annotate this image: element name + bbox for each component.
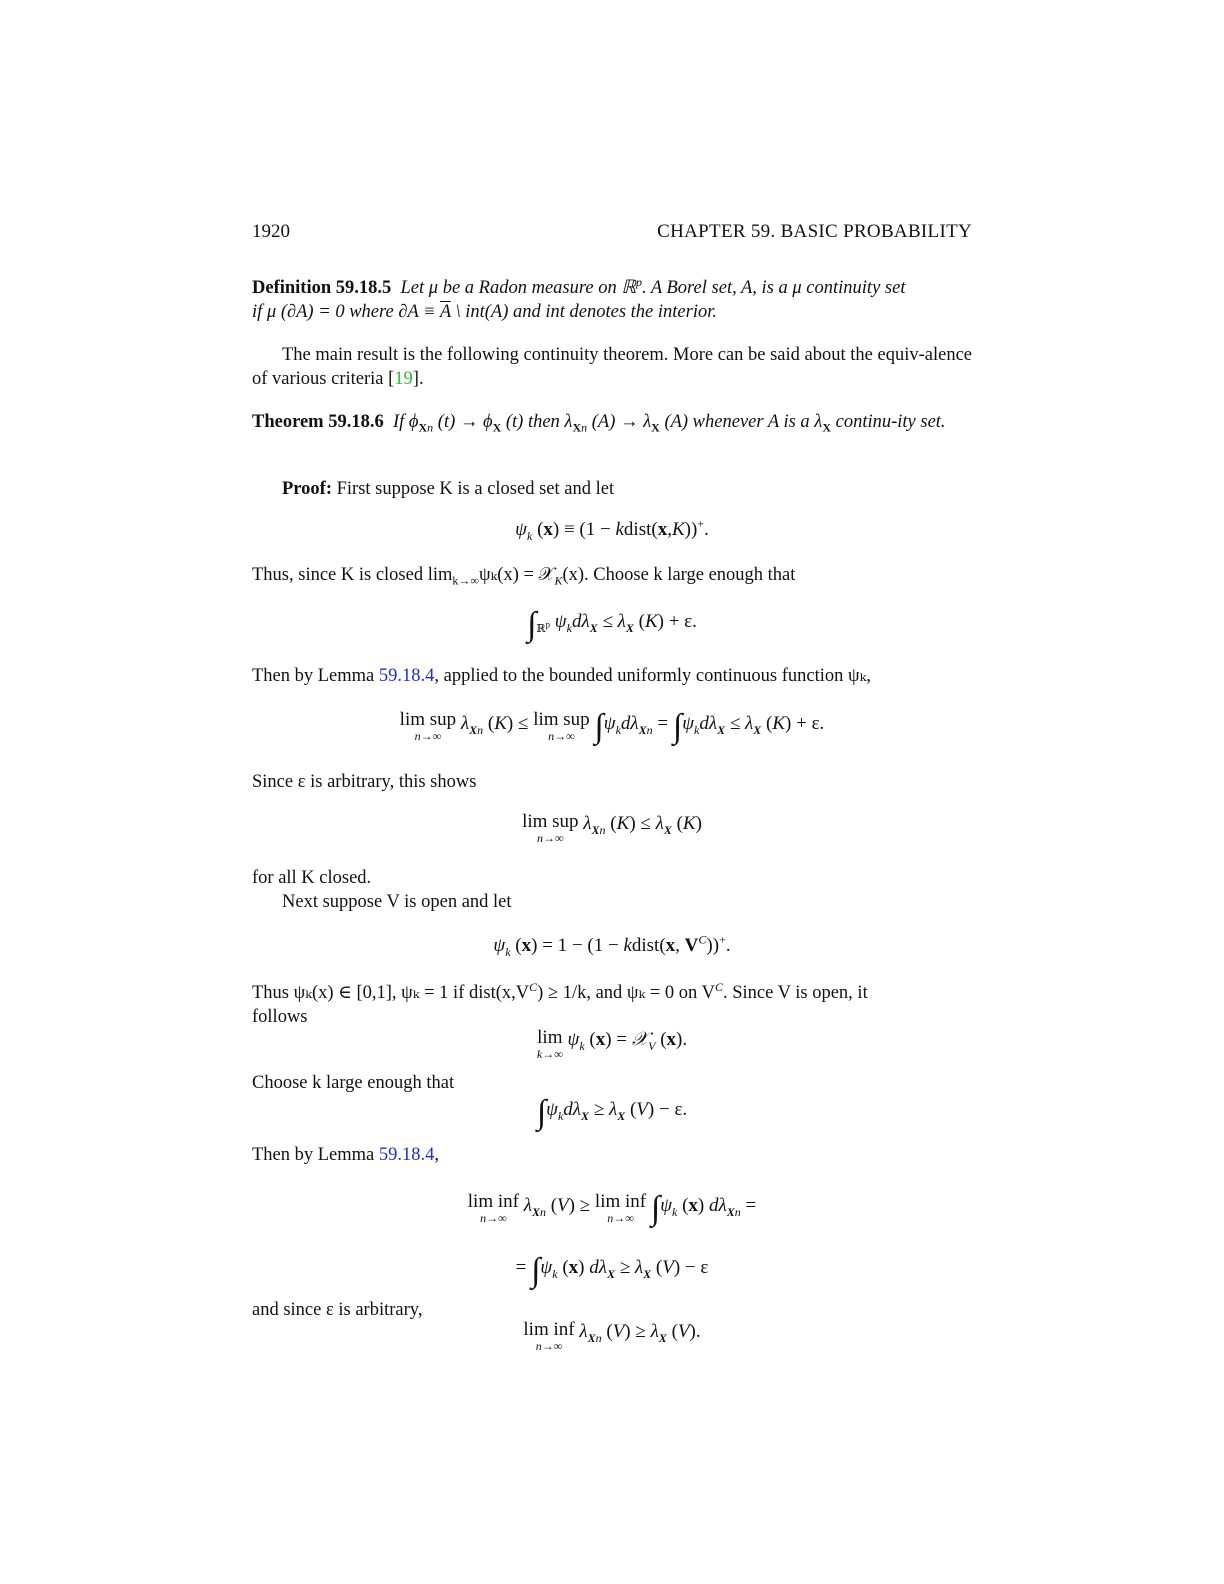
theorem-59-18-6: Theorem 59.18.6 If $\phi_{Xn}$ $(t) \to \phi_X$ (t) then $\lambda_{Xn}$ $(A) \to \lambda_X$ (A) whenever A is a $\lambda_X$ continu-ity set.	[252, 412, 946, 435]
page-number: 1920	[252, 221, 290, 242]
equation-liminf-chain-2: = $\int\psi_k$ (x) $d\lambda_X \ge \lambda_X$ (V) − ε	[515, 1252, 709, 1289]
definition-text-3: if μ (∂A) = 0 where ∂A ≡	[252, 302, 440, 322]
definition-label: Definition 59.18.5	[252, 278, 392, 298]
equation-psi-open: $\psi_k$ (x) = 1 − (1 − kdist(x, $V^C))^+$.	[493, 932, 731, 959]
equation-limsup-chain: lim sup n→∞ $\lambda_{Xn}$ (K) ≤ lim sup n→∞ $\int\psi_kd\lambda_{Xn} = \int\psi_kd\lambda_X \le \lambda_X$ (K) + ε.	[399, 708, 825, 745]
equation-psi-closed: $\psi_k$ (x) ≡ (1 − kdist(x,K))+.	[515, 516, 709, 543]
theorem-text-e: (A) whenever A is a λ	[659, 412, 823, 432]
equation-integral-open: $\int\psi_kd\lambda_X \ge \lambda_X$ (V) − ε.	[536, 1094, 688, 1131]
equation-liminf-chain-1: lim inf n→∞ $\lambda_{Xn}$ (V) ≥ lim inf n→∞ $\int\psi_k$ (x) $d\lambda_{Xn}$ =	[467, 1190, 757, 1227]
proof-paragraph-10	[252, 1298, 972, 1322]
limit-subscript: k→∞	[452, 573, 479, 588]
proof-paragraph-2: Thus, since K is closed $\lim_{k\to\infty}\psi_k(x)$ = 𝒳$_K$(x). Choose k large enough that	[252, 565, 796, 588]
proof-text-10: and since ε is arbitrary,	[252, 1300, 423, 1320]
intro-text-end: ].	[412, 369, 424, 389]
proof-text-1: First suppose K is a closed set and let	[332, 479, 615, 499]
proof-paragraph-7: Thus ψₖ(x) ∈ [0,1], ψₖ = 1 if $dist(x,V^C) \ge 1/k$, and ψₖ = 0 on $V^C$. Since V is open, it follows	[252, 981, 972, 1029]
proof-label: Proof:	[282, 479, 332, 499]
equation-limsup-closed: lim sup n→∞ $\lambda_{Xn}$ $(K) \le \lambda_X$ (K)	[522, 811, 702, 845]
lemma-link-2[interactable]: 59.18.4	[378, 1145, 435, 1165]
proof-text-9a: Then by Lemma	[252, 1145, 379, 1165]
proof-paragraph-4	[252, 770, 972, 794]
definition-text-1: Let μ be a Radon measure on ℝ	[400, 278, 636, 298]
proof-text-6: Next suppose V is open and let	[282, 892, 512, 912]
proof-text-4: Since ε is arbitrary, this shows	[252, 772, 477, 792]
proof-text-3b: , applied to the bounded uniformly continuous function ψₖ,	[434, 666, 871, 686]
proof-paragraph-3	[252, 664, 972, 688]
definition-sup-p: p	[635, 274, 642, 289]
closure-A: $\overline{A}$	[439, 302, 451, 322]
theorem-text-f: continu-ity set.	[830, 412, 946, 432]
proof-text-7d: follows	[252, 1007, 308, 1027]
citation-link[interactable]: 19	[394, 369, 413, 389]
proof-paragraph-9	[252, 1143, 972, 1167]
theorem-text-b: (t) → ϕ	[433, 412, 493, 432]
proof-text-8: Choose k large enough that	[252, 1073, 455, 1093]
proof-text-7b: ) ≥ 1/k, and ψₖ = 0 on V	[537, 983, 715, 1003]
page	[252, 0, 972, 1584]
proof-text-9b: ,	[434, 1145, 440, 1165]
proof-start	[252, 477, 972, 501]
proof-text-2c: (x). Choose k large enough that	[562, 565, 796, 585]
running-header	[252, 220, 972, 244]
proof-text-5: for all K closed.	[252, 868, 372, 888]
definition-59-18-5	[252, 276, 972, 324]
equation-integral-bound: $\int_{ℝ^p}$ $\psi_kd\lambda_X \le \lambda_X$ (K) + ε.	[527, 606, 697, 643]
equation-liminf-open: lim inf n→∞ $\lambda_{Xn}$ $(V) \ge \lambda_X$ (V).	[523, 1319, 701, 1353]
proof-text-3a: Then by Lemma	[252, 666, 379, 686]
chapter-title: CHAPTER 59. BASIC PROBABILITY	[657, 221, 972, 242]
proof-text-2a: Thus, since K is closed lim	[252, 565, 453, 585]
proof-text-7c: . Since V is open, it	[722, 983, 868, 1003]
theorem-text-a: If ϕ	[392, 412, 419, 432]
equation-lim-indicator: lim k→∞ $\psi_k$ (x) = 𝒳$_V$ (x).	[536, 1027, 688, 1061]
theorem-text-c: (t) then λ	[501, 412, 573, 432]
proof-text-7a: Thus ψₖ(x) ∈ [0,1], ψₖ = 1 if dist(x,V	[252, 983, 530, 1003]
theorem-label: Theorem 59.18.6	[252, 412, 384, 432]
definition-text-4: \ int(A) and int denotes the interior.	[450, 302, 717, 322]
theorem-text-d: (A) → λ	[587, 412, 652, 432]
proof-text-2b: ψₖ(x) = 𝒳	[478, 565, 555, 585]
lemma-link-1[interactable]: 59.18.4	[378, 666, 435, 686]
proof-paragraph-5	[252, 866, 972, 914]
proof-paragraph-8	[252, 1071, 972, 1095]
definition-text-2: . A Borel set, A, is a μ continuity set	[641, 278, 906, 298]
intro-text: The main result is the following continuity theorem. More can be said about the equiv-alence of various criteria [	[252, 345, 972, 389]
intro-paragraph	[252, 343, 972, 391]
